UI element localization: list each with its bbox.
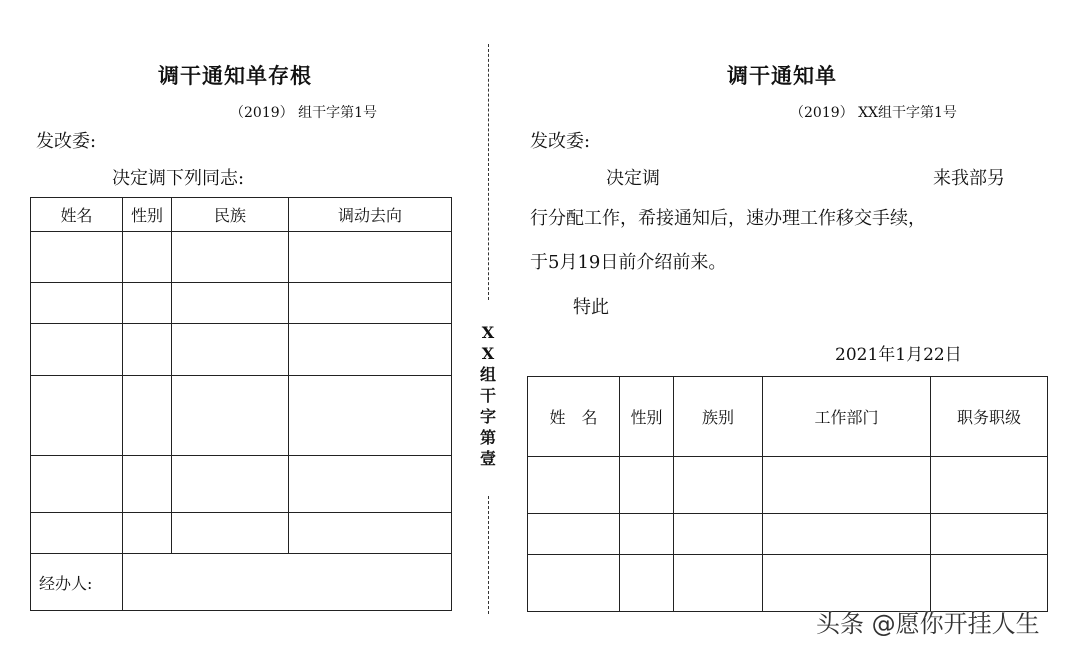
stub-col-destination: 调动去向 <box>289 198 452 232</box>
divider-bottom <box>488 496 489 614</box>
stub-table-header <box>31 198 452 232</box>
stub-handler-row <box>31 554 452 611</box>
divider-top <box>488 44 489 300</box>
stub-intro: 决定调下列同志: <box>112 168 245 189</box>
seal-char: 壹 <box>479 449 496 468</box>
table-row <box>528 514 1048 555</box>
seal-char: X <box>481 344 495 363</box>
stub-handler-value <box>123 554 452 611</box>
notice-closing: 特此 <box>573 297 609 318</box>
seal-char: 第 <box>479 428 496 447</box>
notice-line1-left: 决定调 <box>606 168 660 189</box>
notice-line1-right: 来我部另 <box>933 168 1005 189</box>
stub-handler-label: 经办人: <box>31 554 123 611</box>
notice-table-header <box>528 377 1048 457</box>
stub-table <box>30 197 452 611</box>
stub-col-ethnicity: 民族 <box>172 198 289 232</box>
table-row <box>528 457 1048 514</box>
seal-char: X <box>481 323 495 342</box>
notice-line2: 行分配工作，希接通知后，速办理工作移交手续， <box>530 208 926 229</box>
table-row <box>31 283 452 324</box>
notice-date: 2021年1月22日 <box>835 345 962 365</box>
notice-addressee: 发改委: <box>530 131 591 152</box>
table-row <box>31 376 452 456</box>
notice-line3: 于5月19日前介绍前来。 <box>530 252 727 273</box>
notice-col-position: 职务职级 <box>931 377 1048 457</box>
table-row <box>31 324 452 376</box>
stub-col-name: 姓名 <box>31 198 123 232</box>
table-row <box>31 513 452 554</box>
table-row <box>31 456 452 513</box>
notice-table <box>527 376 1048 612</box>
stub-addressee: 发改委: <box>36 131 97 152</box>
notice-doc-number: （2019） XX组干字第1号 <box>790 105 957 121</box>
seal-char: 干 <box>479 386 496 405</box>
watermark: 头条 @愿你开挂人生 <box>816 610 1040 638</box>
stub-col-gender: 性别 <box>123 198 172 232</box>
notice-title: 调干通知单 <box>727 64 837 88</box>
stub-title: 调干通知单存根 <box>158 64 312 88</box>
notice-col-department: 工作部门 <box>763 377 931 457</box>
notice-col-name: 姓 名 <box>528 377 620 457</box>
divider-seal <box>476 322 500 469</box>
seal-char: 字 <box>479 407 496 426</box>
notice-col-gender: 性别 <box>620 377 674 457</box>
table-row <box>528 555 1048 612</box>
stub-doc-number: （2019） 组干字第1号 <box>230 105 377 121</box>
seal-char: 组 <box>479 365 496 384</box>
notice-col-ethnicity: 族别 <box>674 377 763 457</box>
table-row <box>31 232 452 283</box>
